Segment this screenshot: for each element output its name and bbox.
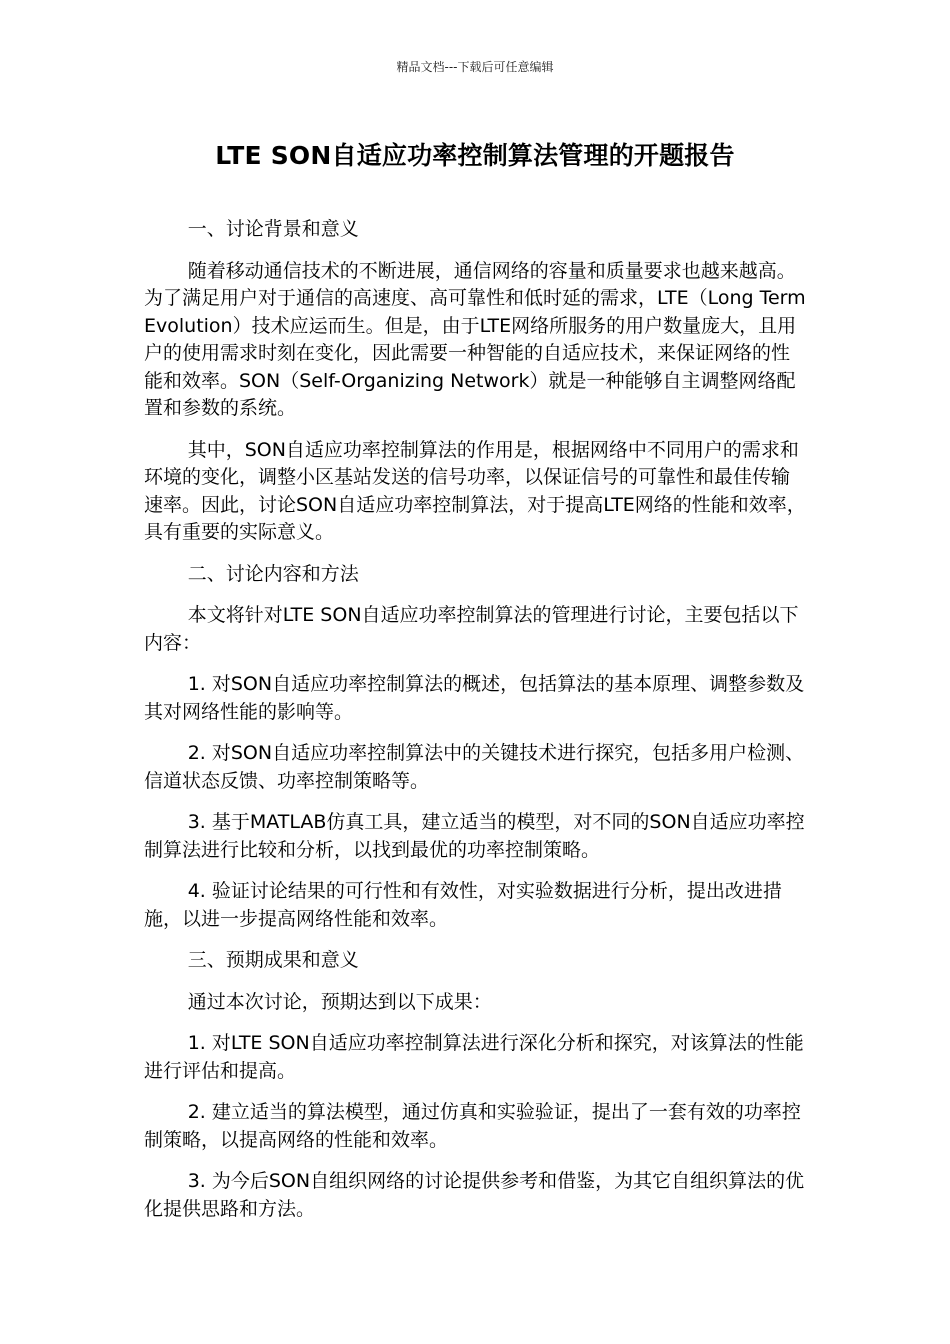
page-header: 精品文档---下载后可任意编辑 xyxy=(396,60,554,74)
section-heading-outcomes: 三、预期成果和意义 xyxy=(187,949,359,971)
list-item: 3. 为今后SON自组织网络的讨论提供参考和借鉴，为其它自组织算法的优化提供思路和方法。 xyxy=(144,1170,805,1220)
section-heading-background: 一、讨论背景和意义 xyxy=(187,218,359,240)
list-item: 1. 对SON自适应功率控制算法的概述，包括算法的基本原理、调整参数及其对网络性能的影响等。 xyxy=(144,673,805,723)
list-item: 2. 对SON自适应功率控制算法中的关键技术进行探究，包括多用户检测、信道状态反馈、功率控制策略等。 xyxy=(144,742,805,792)
list-item: 4. 验证讨论结果的可行性和有效性，对实验数据进行分析，提出改进措施，以进一步提高网络性能和效率。 xyxy=(144,880,782,930)
list-item: 1. 对LTE SON自适应功率控制算法进行深化分析和探究，对该算法的性能进行评估和提高。 xyxy=(144,1032,804,1082)
paragraph: 通过本次讨论，预期达到以下成果： xyxy=(187,990,492,1013)
paragraph: 其中，SON自适应功率控制算法的作用是，根据网络中不同用户的需求和环境的变化，调整小区基站发送的信号功率，以保证信号的可靠性和最佳传输速率。因此，讨论SON自适应功率控制算法，对于提高LTE网络的性能和效率，具有重要的实际意义。 xyxy=(144,438,806,543)
section-heading-content: 二、讨论内容和方法 xyxy=(187,562,359,585)
document-body xyxy=(144,216,808,1237)
document-title: LTE SON自适应功率控制算法管理的开题报告 xyxy=(215,141,735,170)
list-item: 3. 基于MATLAB仿真工具，建立适当的模型，对不同的SON自适应功率控制算法进行比较和分析，以找到最优的功率控制策略。 xyxy=(144,811,805,861)
paragraph: 本文将针对LTE SON自适应功率控制算法的管理进行讨论，主要包括以下内容： xyxy=(144,604,799,654)
paragraph: 随着移动通信技术的不断进展，通信网络的容量和质量要求也越来越高。为了满足用户对于通信的高速度、高可靠性和低时延的需求，LTE（Long Term Evolution）技术应运而生。但是，由于LTE网络所服务的用户数量庞大，且用户的使用需求时刻在变化，因此需要一种智能的自适应技术，来保证网络的性能和效率。SON（Self-Organizing Network）就是一种能够自主调整网络配置和参数的系统。 xyxy=(144,259,806,419)
list-item: 2. 建立适当的算法模型，通过仿真和实验验证，提出了一套有效的功率控制策略，以提高网络的性能和效率。 xyxy=(144,1101,801,1151)
